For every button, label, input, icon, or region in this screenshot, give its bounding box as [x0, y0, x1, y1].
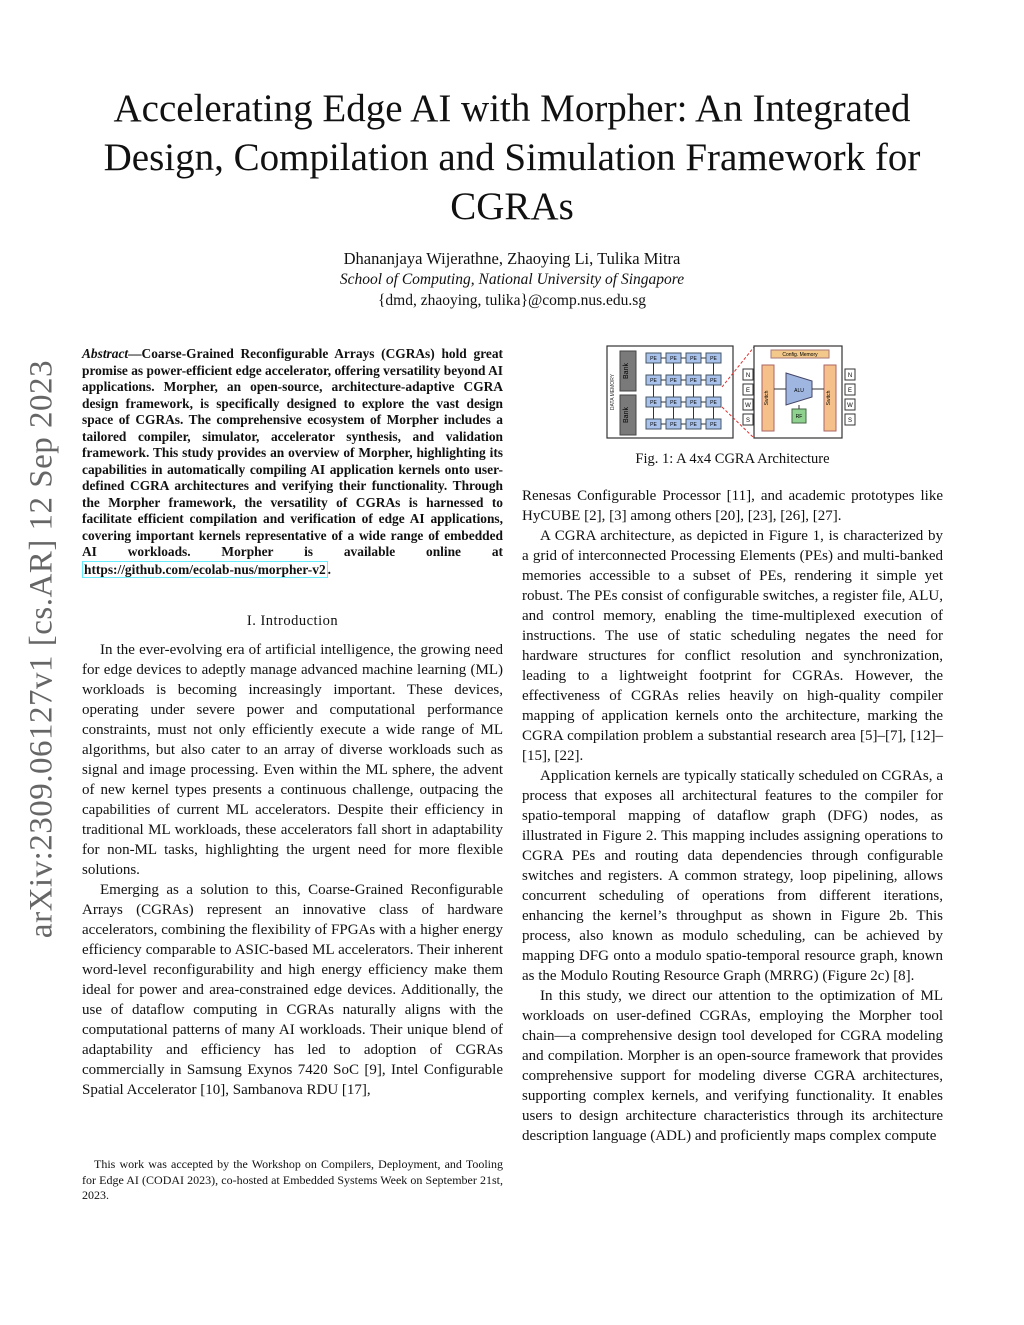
right-paragraph-0: Renesas Configurable Processor [11], and academic prototypes like HyCUBE [2], [3] among others [20], [23], [26], [27]. [522, 488, 943, 524]
right-column-text [522, 486, 943, 1146]
alu-label: ALU [794, 388, 804, 394]
switch-label-right: Switch [826, 390, 832, 406]
section-heading-introduction: I. Introduction [246, 613, 339, 629]
pe-label: PE [690, 356, 697, 362]
config-memory-label: Config. Memory [782, 352, 818, 358]
ports-right [845, 369, 855, 425]
port-label: S [745, 418, 751, 424]
github-link[interactable]: https://github.com/ecolab-nus/morpher-v2 [84, 561, 326, 577]
bank-label-2: Bank [623, 407, 630, 423]
pe-label: PE [670, 378, 677, 384]
pe-label: PE [690, 400, 697, 406]
switch-label-left: Switch [764, 390, 770, 406]
paper-authors: Dhananjaya Wijerathne, Zhaoying Li, Tulika Mitra [343, 249, 681, 268]
data-memory-label: DATA MEMORY [610, 373, 616, 411]
paper-affiliation: School of Computing, National University of Singapore [339, 271, 685, 288]
pe-label: PE [670, 422, 677, 428]
abstract: Abstract—Coarse-Grained Reconfigurable Arrays (CGRAs) hold great promise as power-efficient edge accelerator, offering versatility beyond AI applications. Morpher, an open-source, architecture-adaptive CGRA design framework, is specifically designed to explore the vast design space of CGRAs. The comprehensive ecosystem of Morpher includes a tailored compiler, simulator, accelerator synthesis, and validation framework. This study provides an overview of Morpher, highlighting its capabilities in automatically compiling AI application kernels onto user-defined CGRA architectures and verifying their functionality. Through the Morpher framework, the versatility of CGRAs is harnessed to facilitate efficient compilation and verification of edge AI applications, covering important kernels representative of a wide range of embedded AI workloads. Morpher is available online at https://github.com/ecolab-nus/morpher-v2 . [82, 346, 503, 577]
port-label: E [745, 388, 751, 394]
pe-label: PE [690, 378, 697, 384]
footnote [82, 1157, 503, 1204]
pe-label: PE [650, 378, 657, 384]
pe-label: PE [670, 400, 677, 406]
port-label: S [847, 418, 853, 424]
port-label: W [745, 403, 751, 409]
port-label: E [847, 388, 853, 394]
ports-left [743, 369, 753, 425]
introduction-text [82, 640, 503, 1100]
pe-label: PE [690, 422, 697, 428]
paper-title: Accelerating Edge AI with Morpher: An Integrated Design, Compilation and Simulation Framework for CGRAs [103, 87, 921, 228]
bank-label-1: Bank [623, 363, 630, 379]
right-paragraph-1: A CGRA architecture, as depicted in Figure 1, is characterized by a grid of interconnected Processing Elements (PEs) and multi-banked memories accessible to a subset of PEs, rendering it simple yet robust. The PEs consist of configurable switches, a register file, ALU, and control memory, enabling the time-multiplexed execution of instructions. The use of static scheduling negates the need for hardware structures for conflict resolution and synchronization, leading to a lightweight footprint for CGRAs. However, the effectiveness of CGRAs relies heavily on high-quality compiler mapping of application kernels onto the architecture, marking the CGRA compilation problem a substantial research area [5]–[7], [12]–[15], [22]. [522, 528, 943, 764]
abstract-lead: Abstract [82, 346, 129, 361]
pe-label: PE [710, 422, 717, 428]
right-paragraph-3: In this study, we direct our attention to the optimization of ML workloads on user-defined CGRAs, employing the Morpher tool chain—a comprehensive design tool developed for CGRA modeling and compilation. Morpher is an open-source framework that provides comprehensive support for modeling diverse CGRA architectures, supporting complex kernels, and verifying functionality. It enables users to design architecture characteristics through its architecture description language (ADL) and proficiently maps complex compute [522, 988, 943, 1144]
paper-email: {dmd, zhaoying, tulika}@comp.nus.edu.sg [377, 292, 647, 309]
port-label: W [847, 403, 853, 409]
pe-label: PE [710, 400, 717, 406]
port-label: N [745, 373, 751, 379]
footnote-text: This work was accepted by the Workshop on Compilers, Deployment, and Tooling for Edge AI (CODAI 2023), co-hosted at Embedded Systems Week on September 21st, 2023. [82, 1157, 503, 1202]
pe-grid [646, 353, 721, 429]
pe-label: PE [710, 378, 717, 384]
pe-label: PE [650, 400, 657, 406]
intro-paragraph-2: Emerging as a solution to this, Coarse-Grained Reconfigurable Arrays (CGRAs) represent an innovative class of hardware accelerators, combining the flexibility of FPGAs with a higher energy efficiency comparable to ASIC-based ML accelerators. Their inherent word-level reconfigurability and high energy efficiency make them ideal for power and area-constrained edge devices. Additionally, the use of dataflow computing in CGRAs naturally aligns with the computational patterns of many AI workloads. Their unique blend of adaptability and efficiency has led to adoption of CGRAs commercially in Samsung Exynos 7420 SoC [9], Intel Configurable Spatial Accelerator [10], Sambanova RDU [17], [82, 882, 503, 1098]
right-paragraph-2: Application kernels are typically statically scheduled on CGRAs, a process that exposes all architectural features to the compiler for spatio-temporal mapping of dataflow graph (DFG) nodes, as illustrated in Figure 2. This mapping includes assigning operations to CGRA PEs and routing data dependencies through configurable switches and registers. A common strategy, loop pipelining, allows concurrent scheduling of operations from different iterations, enhancing the kernel’s throughput as shown in Figure 2b. This process, also known as modulo scheduling, can be achieved by mapping DFG onto a modulo spatio-temporal resource graph, known as the Modulo Routing Resource Graph (MRRG) (Figure 2c) [8]. [522, 768, 943, 984]
cgra-architecture-figure [606, 345, 864, 440]
arxiv-watermark [12, 344, 72, 954]
pe-label: PE [650, 422, 657, 428]
port-label: N [847, 373, 853, 379]
arxiv-id: arXiv:2309.06127v1 [cs.AR] 12 Sep 2023 [23, 359, 60, 939]
intro-paragraph-1: In the ever-evolving era of artificial intelligence, the growing need for edge devices to adeptly manage advanced machine learning (ML) workloads is becoming increasingly important. These devices, operating under severe power and computational performance constraints, must not only efficiently execute a wide range of ML algorithms, but also cater to an array of diverse workloads such as signal and image processing. Even within the ML sphere, the advent of new kernel types presents a continuous challenge, outpacing the capabilities of current ML accelerators. Despite their efficiency in traditional ML workloads, these accelerators fall short in adaptability for non-ML tasks, highlighting the urgent need for more flexible solutions. [82, 642, 503, 878]
abstract-text: —Coarse-Grained Reconfigurable Arrays (CGRAs) hold great promise as power-efficient edge accelerator, offering versatility beyond AI applications. Morpher, an open-source, architecture-adaptive CGRA design framework, is specifically designed to explore the vast design space of CGRAs. The comprehensive ecosystem of Morpher includes a tailored compiler, simulator, accelerator synthesis, and validation framework. This study provides an overview of Morpher, highlighting its capabilities in automatically compiling AI application kernels onto user-defined CGRA architectures and verifying their functionality. Through the Morpher framework, the versatility of CGRAs is harnessed to facilitate efficient compilation and verification of edge AI applications, covering important kernels representative of a wide range of embedded AI workloads. Morpher is available online at [82, 346, 503, 559]
pe-label: PE [710, 356, 717, 362]
rf-label: RF [795, 414, 803, 420]
pe-label: PE [650, 356, 657, 362]
figure-caption: Fig. 1: A 4x4 CGRA Architecture [635, 451, 830, 467]
pe-label: PE [670, 356, 677, 362]
